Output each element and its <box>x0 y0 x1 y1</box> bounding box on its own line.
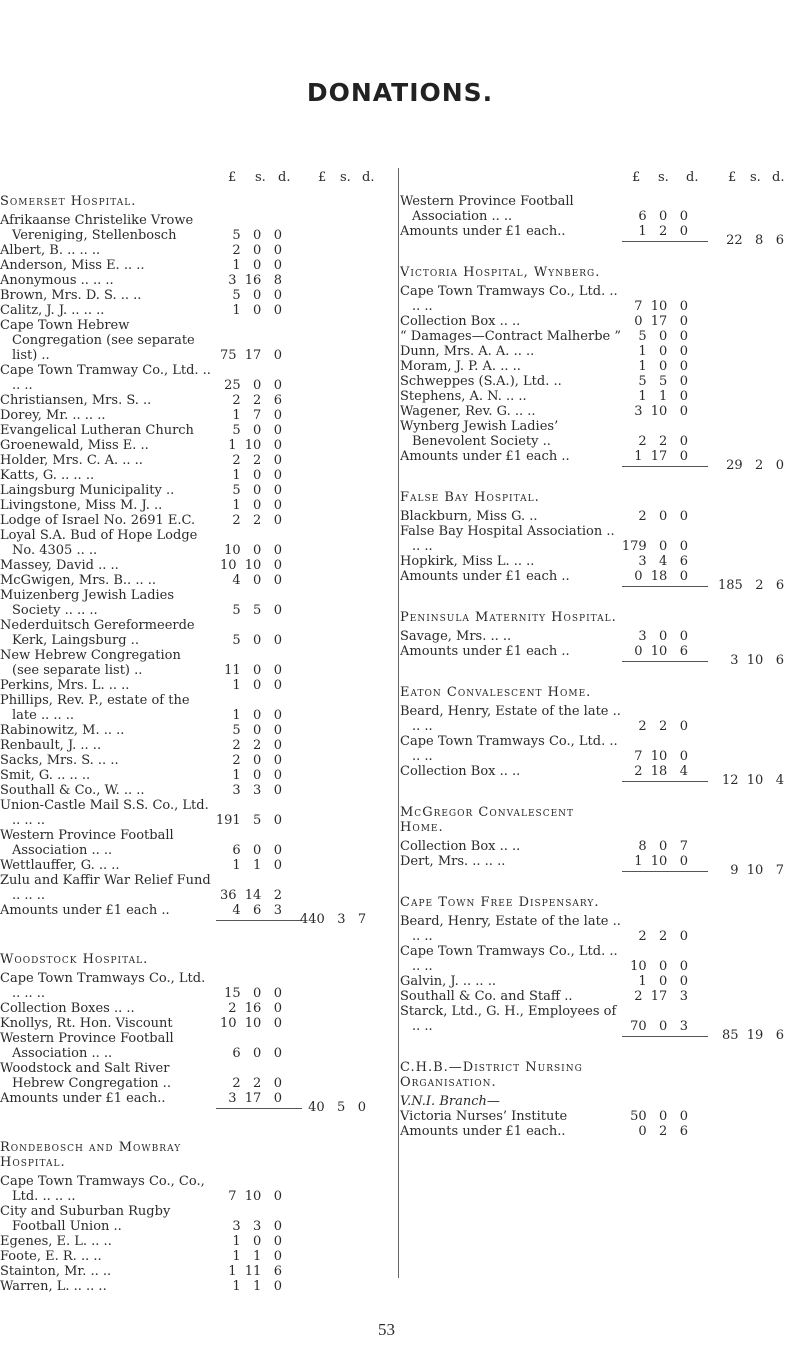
subtotal-rule <box>622 466 708 467</box>
donation-amount: 1 0 0 <box>638 344 688 359</box>
section-total: 440 3 7 <box>300 912 367 927</box>
donation-amount: 1 1 0 <box>232 1249 282 1264</box>
donation-section <box>400 610 800 668</box>
subtotal-rule <box>622 586 708 587</box>
donation-row <box>0 273 395 288</box>
donation-row <box>400 314 800 329</box>
section-heading: False Bay Hospital. <box>400 490 540 505</box>
donation-amount: 15 0 0 <box>224 986 282 1001</box>
donation-amount: 1 0 0 <box>232 468 282 483</box>
donation-row <box>0 438 395 453</box>
donation-amount: 5 0 0 <box>638 329 688 344</box>
donor-name: Dert, Mrs. .. .. .. <box>400 854 506 869</box>
donor-name: Zulu and Kaffir War Relief Fund .. .. .. <box>0 873 211 903</box>
donation-section <box>400 805 800 878</box>
donor-name: Western Province Football Association .. .. <box>0 1031 174 1061</box>
donation-amount: 7 10 0 <box>634 749 688 764</box>
donation-amount: 5 5 0 <box>232 603 282 618</box>
pound-header: £ <box>318 170 327 185</box>
section-total: 3 10 6 <box>730 653 784 668</box>
donation-amount: 5 5 0 <box>638 374 688 389</box>
donation-row <box>0 648 395 678</box>
donation-amount: 50 0 0 <box>630 1109 688 1124</box>
donor-name: Western Province Football Association .. .. <box>0 828 174 858</box>
page-title: DONATIONS. <box>306 78 494 107</box>
subtotal-rule <box>622 241 708 242</box>
donation-amount: 2 0 0 <box>638 509 688 524</box>
donation-amount: 3 10 0 <box>634 404 688 419</box>
donor-name: Wynberg Jewish Ladies’ Benevolent Society .. <box>400 419 559 449</box>
left-column <box>0 170 395 1294</box>
donation-row <box>400 839 800 854</box>
donor-name: Moram, J. P. A. .. .. <box>400 359 521 374</box>
section-heading: Cape Town Free Dispensary. <box>400 895 600 910</box>
donor-name: Amounts under £1 each.. <box>400 1124 566 1139</box>
donor-name: Amounts under £1 each .. <box>0 903 170 918</box>
donation-amount: 2 2 6 <box>232 393 282 408</box>
donation-amount: 1 1 0 <box>638 389 688 404</box>
donation-amount: 6 0 0 <box>232 1046 282 1061</box>
donation-row <box>0 678 395 693</box>
donation-amount: 1 0 0 <box>638 359 688 374</box>
donation-section <box>0 952 395 1115</box>
donation-row <box>400 1109 800 1124</box>
donor-name: Amounts under £1 each .. <box>400 644 570 659</box>
donation-row <box>400 629 800 644</box>
pence-header: d. <box>362 170 375 185</box>
donation-amount: 3 16 8 <box>228 273 282 288</box>
donation-row <box>0 618 395 648</box>
donation-amount: 3 17 0 <box>228 1091 282 1106</box>
donation-row <box>0 588 395 618</box>
donation-row <box>0 768 395 783</box>
pence-header: d. <box>686 170 699 185</box>
donation-row <box>0 1234 395 1249</box>
section-heading: Victoria Hospital, Wynberg. <box>400 265 601 280</box>
donation-row <box>0 468 395 483</box>
donation-row <box>0 1264 395 1279</box>
donor-name: Foote, E. R. .. .. <box>0 1249 102 1264</box>
donation-row <box>0 1016 395 1031</box>
donation-row <box>0 1031 395 1061</box>
donation-row <box>400 359 800 374</box>
donation-row <box>0 453 395 468</box>
donor-name: Collection Box .. .. <box>400 764 521 779</box>
donor-name: Calitz, J. J. .. .. .. <box>0 303 105 318</box>
donor-name: Knollys, Rt. Hon. Viscount <box>0 1016 173 1031</box>
section-heading: McGregor Convalescent Home. <box>400 805 575 835</box>
donation-row <box>0 408 395 423</box>
donation-row <box>0 873 395 903</box>
donation-amount: 2 16 0 <box>228 1001 282 1016</box>
donation-amount: 4 6 3 <box>232 903 282 918</box>
donation-amount: 11 0 0 <box>224 663 282 678</box>
donation-row <box>400 419 800 449</box>
donation-amount: 2 17 3 <box>634 989 688 1004</box>
subtotal-rule <box>622 661 708 662</box>
donor-name: Stainton, Mr. .. .. <box>0 1264 112 1279</box>
donation-amount: 2 2 0 <box>232 1076 282 1091</box>
donor-name: Stephens, A. N. .. .. <box>400 389 527 404</box>
donation-amount: 1 0 0 <box>232 498 282 513</box>
donation-row <box>0 1204 395 1234</box>
donor-name: Anonymous .. .. .. <box>0 273 114 288</box>
donation-amount: 2 2 0 <box>232 513 282 528</box>
donation-amount: 1 7 0 <box>232 408 282 423</box>
donor-name: Loyal S.A. Bud of Hope Lodge No. 4305 .. .. <box>0 528 198 558</box>
donor-name: Southall & Co. and Staff .. <box>400 989 573 1004</box>
donation-amount: 10 10 0 <box>219 558 282 573</box>
donation-row <box>0 303 395 318</box>
donation-amount: 3 3 0 <box>232 783 282 798</box>
donor-name: Collection Box .. .. <box>400 314 521 329</box>
donor-name: Collection Box .. .. <box>400 839 521 854</box>
donor-name: Cape Town Tramways Co., Ltd. .. .. .. <box>400 944 618 974</box>
donation-amount: 1 0 0 <box>232 708 282 723</box>
donor-name: Smit, G. .. .. .. <box>0 768 91 783</box>
donation-amount: 1 11 6 <box>228 1264 282 1279</box>
donation-row <box>0 693 395 723</box>
donor-name: Katts, G. .. .. .. <box>0 468 95 483</box>
donor-name: Rabinowitz, M. .. .. <box>0 723 125 738</box>
donation-section <box>0 1140 395 1294</box>
section-heading: Rondebosch and Mowbray Hospital. <box>0 1140 182 1170</box>
donation-amount: 25 0 0 <box>224 378 282 393</box>
donation-row <box>400 284 800 314</box>
donation-row <box>0 363 395 393</box>
donation-amount: 8 0 7 <box>638 839 688 854</box>
donation-row <box>400 404 800 419</box>
pound-header: £ <box>632 170 641 185</box>
section-total: 12 10 4 <box>721 773 784 788</box>
donation-row <box>400 374 800 389</box>
donation-row <box>400 704 800 734</box>
donation-row <box>0 971 395 1001</box>
donation-section <box>400 895 800 1043</box>
donor-name: Cape Town Tramway Co., Ltd. .. .. .. <box>0 363 211 393</box>
donation-row <box>400 554 800 569</box>
donation-amount: 3 4 6 <box>638 554 688 569</box>
donor-name: Amounts under £1 each .. <box>400 449 570 464</box>
donation-amount: 0 18 0 <box>634 569 688 584</box>
donor-name: Hopkirk, Miss L. .. .. <box>400 554 535 569</box>
donor-name: Southall & Co., W. .. .. <box>0 783 145 798</box>
donation-section <box>400 194 800 248</box>
donation-row <box>0 1061 395 1091</box>
donor-name: Schweppes (S.A.), Ltd. .. <box>400 374 562 389</box>
donation-row <box>400 344 800 359</box>
donation-row <box>0 753 395 768</box>
section-heading: Woodstock Hospital. <box>0 952 149 967</box>
subtotal-rule <box>622 781 708 782</box>
donation-row <box>400 989 800 1004</box>
donation-row <box>0 573 395 588</box>
section-total: 185 2 6 <box>718 578 785 593</box>
donor-name: McGwigen, Mrs. B.. .. .. <box>0 573 156 588</box>
donation-row <box>400 509 800 524</box>
donation-amount: 2 2 0 <box>232 738 282 753</box>
donation-amount: 4 0 0 <box>232 573 282 588</box>
donor-name: Anderson, Miss E. .. .. <box>0 258 145 273</box>
donor-name: Afrikaanse Christelike Vrowe Vereniging, Stellenbosch <box>0 213 194 243</box>
donation-row <box>0 483 395 498</box>
donation-section <box>400 265 800 473</box>
donation-amount: 179 0 0 <box>621 539 688 554</box>
donation-row <box>0 558 395 573</box>
donor-name: Massey, David .. .. <box>0 558 119 573</box>
donation-amount: 10 10 0 <box>219 1016 282 1031</box>
donation-row <box>0 258 395 273</box>
donor-name: Perkins, Mrs. L. .. .. <box>0 678 130 693</box>
donor-name: City and Suburban Rugby Football Union .. <box>0 1204 171 1234</box>
donor-name: Amounts under £1 each .. <box>400 569 570 584</box>
donation-amount: 6 0 0 <box>638 209 688 224</box>
donation-amount: 5 0 0 <box>232 288 282 303</box>
donation-section <box>400 685 800 788</box>
donation-row <box>0 1279 395 1294</box>
donation-section <box>400 1060 800 1139</box>
donation-section <box>400 490 800 593</box>
donor-name: Sacks, Mrs. S. .. .. <box>0 753 119 768</box>
donor-name: Blackburn, Miss G. .. <box>400 509 538 524</box>
donation-row <box>0 738 395 753</box>
pound-header: £ <box>728 170 737 185</box>
donation-amount: 1 17 0 <box>634 449 688 464</box>
donation-amount: 1 0 0 <box>232 303 282 318</box>
donation-amount: 70 0 3 <box>630 1019 688 1034</box>
donor-name: Dorey, Mr. .. .. .. <box>0 408 106 423</box>
donation-amount: 0 17 0 <box>634 314 688 329</box>
subtotal-rule <box>622 871 708 872</box>
donation-amount: 3 3 0 <box>232 1219 282 1234</box>
pence-header: d. <box>772 170 785 185</box>
donation-amount: 10 0 0 <box>224 543 282 558</box>
column-divider <box>398 168 399 1278</box>
section-total: 29 2 0 <box>726 458 784 473</box>
donor-name: Wagener, Rev. G. .. .. <box>400 404 536 419</box>
donor-name: Beard, Henry, Estate of the late .. .. .. <box>400 914 621 944</box>
donor-name: Beard, Henry, Estate of the late .. .. .. <box>400 704 621 734</box>
donor-name: Cape Town Tramways Co., Ltd. .. .. .. <box>400 284 618 314</box>
donor-name: False Bay Hospital Association .. .. .. <box>400 524 615 554</box>
donation-amount: 1 0 0 <box>232 1234 282 1249</box>
donation-row <box>0 1174 395 1204</box>
donation-amount: 3 0 0 <box>638 629 688 644</box>
donation-row <box>0 528 395 558</box>
section-total: 40 5 0 <box>308 1100 366 1115</box>
donor-name: Cape Town Tramways Co., Ltd. .. .. .. <box>400 734 618 764</box>
donation-amount: 1 10 0 <box>228 438 282 453</box>
donation-row <box>400 524 800 554</box>
donor-name: New Hebrew Congregation (see separate list) .. <box>0 648 181 678</box>
donor-name: Livingstone, Miss M. J. .. <box>0 498 163 513</box>
donor-name: Amounts under £1 each.. <box>0 1091 166 1106</box>
donation-amount: 1 0 0 <box>232 678 282 693</box>
donor-name: Phillips, Rev. P., estate of the late .. .. .. <box>0 693 190 723</box>
subtotal-rule <box>622 1036 708 1037</box>
donation-amount: 2 2 0 <box>232 453 282 468</box>
donation-amount: 1 0 0 <box>232 768 282 783</box>
donation-amount: 7 10 0 <box>634 299 688 314</box>
donation-amount: 1 0 0 <box>232 258 282 273</box>
donor-name: Victoria Nurses’ Institute <box>400 1109 568 1124</box>
section-subheading: V.N.I. Branch— <box>400 1094 500 1109</box>
donation-row <box>0 393 395 408</box>
donation-row <box>0 513 395 528</box>
donation-amount: 1 2 0 <box>638 224 688 239</box>
shilling-header: s. <box>255 170 266 185</box>
donor-name: Cape Town Tramways Co., Ltd. .. .. .. <box>0 971 206 1001</box>
donation-amount: 2 18 4 <box>634 764 688 779</box>
donor-name: Cape Town Hebrew Congregation (see separate list) .. <box>0 318 195 363</box>
donation-amount: 5 0 0 <box>232 483 282 498</box>
donation-amount: 191 5 0 <box>215 813 282 828</box>
donation-row <box>0 828 395 858</box>
donation-row <box>0 1249 395 1264</box>
donor-name: Muizenberg Jewish Ladies Society .. .. .. <box>0 588 175 618</box>
donor-name: Holder, Mrs. C. A. .. .. <box>0 453 143 468</box>
donation-amount: 75 17 0 <box>219 348 282 363</box>
donation-row <box>0 423 395 438</box>
donation-row <box>0 213 395 243</box>
donation-row <box>400 734 800 764</box>
donation-amount: 5 0 0 <box>232 228 282 243</box>
donation-row <box>400 1124 800 1139</box>
donor-name: Egenes, E. L. .. .. <box>0 1234 112 1249</box>
donation-row <box>0 318 395 363</box>
section-heading: Peninsula Maternity Hospital. <box>400 610 617 625</box>
shilling-header: s. <box>658 170 669 185</box>
pence-header: d. <box>278 170 291 185</box>
donation-amount: 1 0 0 <box>638 974 688 989</box>
donation-row <box>0 243 395 258</box>
donation-row <box>0 798 395 828</box>
donation-row <box>0 858 395 873</box>
donor-name: Lodge of Israel No. 2691 E.C. <box>0 513 196 528</box>
donor-name: Cape Town Tramways Co., Co., Ltd. .. .. .. <box>0 1174 205 1204</box>
donation-amount: 2 2 0 <box>638 929 688 944</box>
donor-name: Woodstock and Salt River Hebrew Congregation .. <box>0 1061 171 1091</box>
donation-row <box>400 389 800 404</box>
donor-name: Dunn, Mrs. A. A. .. .. <box>400 344 535 359</box>
section-total: 9 10 7 <box>730 863 784 878</box>
donor-name: Laingsburg Municipality .. <box>0 483 175 498</box>
donation-amount: 6 0 0 <box>232 843 282 858</box>
donation-amount: 1 1 0 <box>232 858 282 873</box>
donor-name: Brown, Mrs. D. S. .. .. <box>0 288 142 303</box>
donor-name: Savage, Mrs. .. .. <box>400 629 512 644</box>
donor-name: Groenewald, Miss E. .. <box>0 438 149 453</box>
section-heading: Eaton Convalescent Home. <box>400 685 592 700</box>
donation-amount: 2 2 0 <box>638 434 688 449</box>
donation-amount: 0 10 6 <box>634 644 688 659</box>
donor-name: Nederduitsch Gereformeerde Kerk, Laingsburg .. <box>0 618 195 648</box>
donation-amount: 5 0 0 <box>232 633 282 648</box>
donation-row <box>0 288 395 303</box>
donor-name: Christiansen, Mrs. S. .. <box>0 393 152 408</box>
donation-row <box>400 329 800 344</box>
donation-amount: 1 10 0 <box>634 854 688 869</box>
currency-header-right <box>400 170 800 192</box>
donation-row <box>400 944 800 974</box>
section-heading: Somerset Hospital. <box>0 194 137 209</box>
donor-name: Galvin, J. .. .. .. <box>400 974 496 989</box>
donation-row <box>0 1001 395 1016</box>
donation-amount: 1 1 0 <box>232 1279 282 1294</box>
donation-amount: 0 2 6 <box>638 1124 688 1139</box>
donation-amount: 2 0 0 <box>232 753 282 768</box>
donation-amount: 2 0 0 <box>232 243 282 258</box>
page-number: 53 <box>378 1320 395 1339</box>
donor-name: Warren, L. .. .. .. <box>0 1279 107 1294</box>
donor-name: Collection Boxes .. .. <box>0 1001 135 1016</box>
donation-amount: 5 0 0 <box>232 723 282 738</box>
donation-amount: 2 2 0 <box>638 719 688 734</box>
donor-name: Western Province Football Association .. .. <box>400 194 574 224</box>
section-total: 22 8 6 <box>726 233 784 248</box>
donation-row <box>400 194 800 224</box>
donor-name: Wettlauffer, G. .. .. <box>0 858 120 873</box>
shilling-header: s. <box>750 170 761 185</box>
donation-section <box>0 194 395 927</box>
donation-row <box>0 498 395 513</box>
donation-amount: 7 10 0 <box>228 1189 282 1204</box>
subtotal-rule <box>216 920 302 921</box>
right-column <box>400 170 800 1139</box>
donor-name: “ Damages—Contract Malherbe ” <box>400 329 621 344</box>
section-total: 85 19 6 <box>721 1028 784 1043</box>
donor-name: Renbault, J. .. .. <box>0 738 102 753</box>
currency-header-left <box>0 170 395 192</box>
donor-name: Albert, B. .. .. .. <box>0 243 101 258</box>
donation-amount: 36 14 2 <box>219 888 282 903</box>
donation-row <box>0 783 395 798</box>
donor-name: Starck, Ltd., G. H., Employees of .. .. <box>400 1004 617 1034</box>
donation-row <box>400 914 800 944</box>
subtotal-rule <box>216 1108 302 1109</box>
section-heading: C.H.B.—District Nursing Organisation. <box>400 1060 583 1090</box>
pound-header: £ <box>228 170 237 185</box>
shilling-header: s. <box>340 170 351 185</box>
donor-name: Evangelical Lutheran Church <box>0 423 194 438</box>
donor-name: Amounts under £1 each.. <box>400 224 566 239</box>
donation-amount: 5 0 0 <box>232 423 282 438</box>
donor-name: Union-Castle Mail S.S. Co., Ltd. .. .. .. <box>0 798 209 828</box>
donation-row <box>400 974 800 989</box>
donation-row <box>0 723 395 738</box>
donation-amount: 10 0 0 <box>630 959 688 974</box>
